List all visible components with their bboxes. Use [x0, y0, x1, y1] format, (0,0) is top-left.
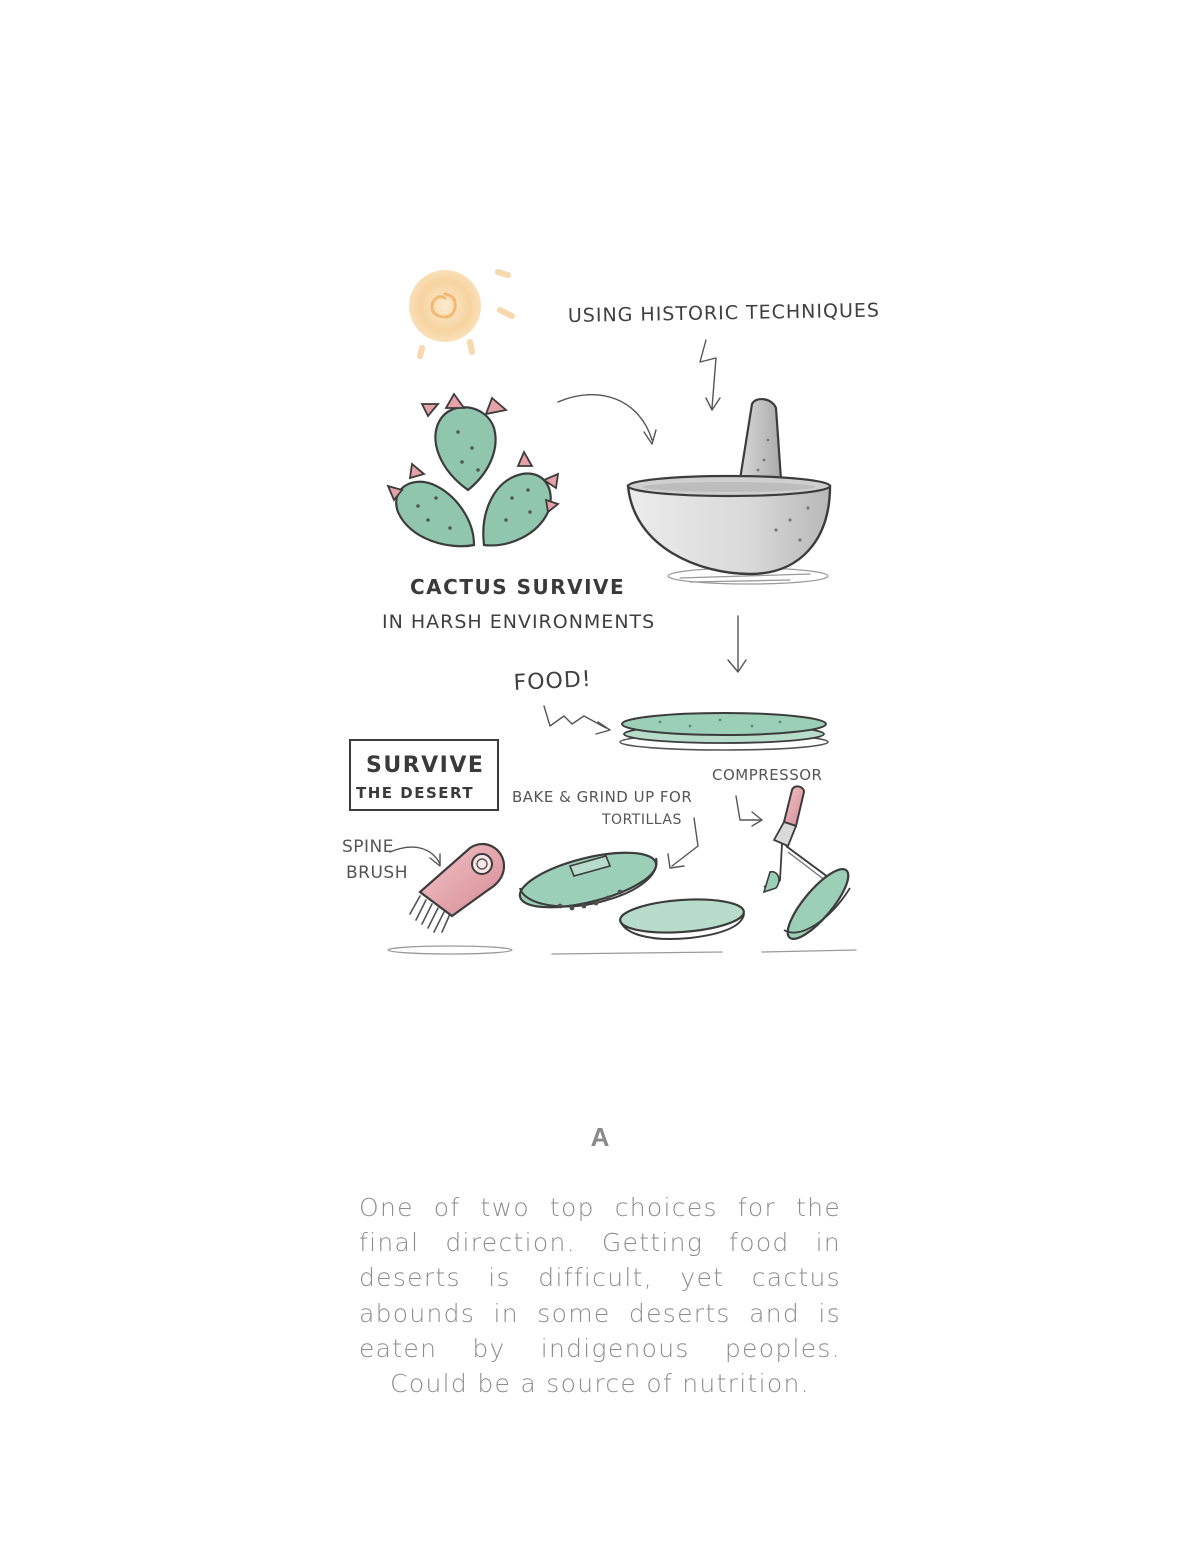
- spine-label: SPINE: [342, 837, 395, 857]
- spine-brush-icon: [388, 844, 512, 954]
- compressor-label: COMPRESSOR: [712, 766, 823, 784]
- compressor-tool-icon: [762, 786, 857, 952]
- concept-letter: A: [590, 1122, 610, 1152]
- tortillas-label: TORTILLAS: [602, 812, 682, 828]
- sun-icon: [409, 270, 512, 356]
- tortilla-stack-icon: [620, 713, 828, 750]
- cactus-survive-label: CACTUS SURVIVE: [410, 575, 626, 599]
- squiggle-arrow-icon: [700, 340, 720, 410]
- survive-label: SURVIVE: [366, 753, 485, 778]
- food-arrow-icon: [544, 706, 610, 734]
- bake-grind-label: BAKE & GRIND UP FOR: [512, 788, 693, 806]
- food-label: FOOD!: [513, 666, 593, 696]
- brush-label: BRUSH: [346, 863, 408, 883]
- mortar-pestle-icon: [628, 399, 830, 584]
- survive-desert-box: [350, 740, 498, 810]
- tortilla-press-icon: [515, 842, 745, 954]
- historic-techniques-label: USING HISTORIC TECHNIQUES: [567, 299, 881, 327]
- arrow-icon: [558, 395, 656, 444]
- cactus-icon: [388, 394, 558, 546]
- concept-description: One of two top choices for the final direction. Getting food in deserts is difficult, yet cactus abounds in some deserts and is eaten by indigenous peoples. Could be a source of nutrition.: [359, 1193, 841, 1399]
- harsh-environments-label: IN HARSH ENVIRONMENTS: [382, 611, 656, 633]
- compressor-arrow-icon: [736, 796, 762, 826]
- the-desert-label: THE DESERT: [356, 784, 475, 802]
- down-arrow-icon: [728, 616, 746, 672]
